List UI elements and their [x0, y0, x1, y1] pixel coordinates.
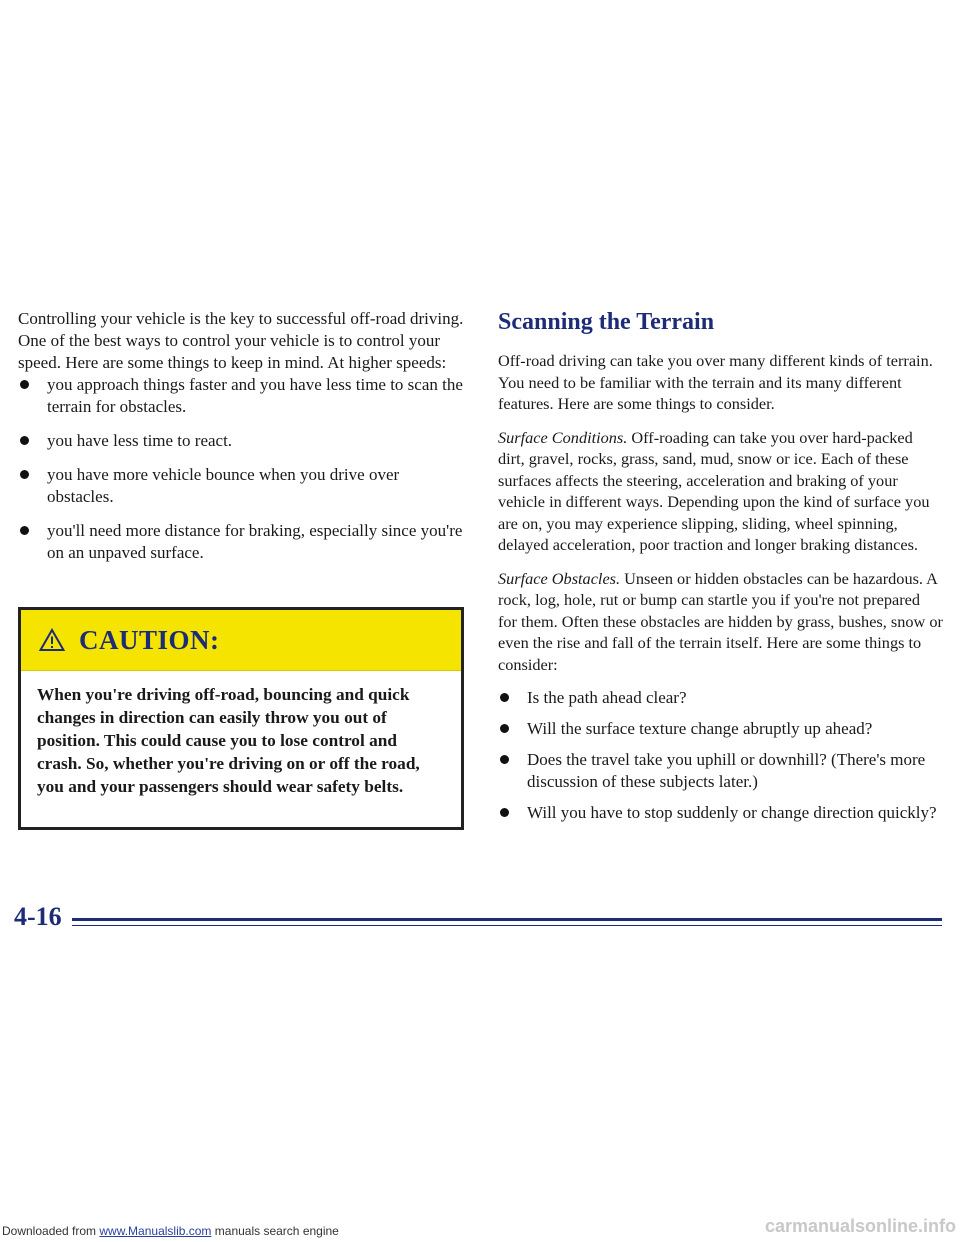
- list-item: Is the path ahead clear?: [498, 687, 943, 709]
- surface-obstacles-paragraph: Surface Obstacles. Unseen or hidden obstacles can be hazardous. A rock, log, hole, rut or bump can startle you if you're not prepared for them. Often these obstacles are hidden by grass, bushes, snow or even the rise and fall of the terrain itself. Here are some things to consider:: [498, 568, 943, 674]
- section-title: Scanning the Terrain: [498, 309, 715, 335]
- left-column: [18, 308, 468, 576]
- warning-triangle-icon: [39, 628, 65, 652]
- bullet-icon: [500, 808, 509, 817]
- surface-conditions-paragraph: Surface Conditions. Off-roading can take you over hard-packed dirt, gravel, rocks, grass, sand, mud, snow or ice. Each of these surfaces affects the steering, acceleration and braking of your vehicle in different ways. Depending upon the kind of surface you are on, you may experience slipping, sliding, wheel spinning, delayed acceleration, poor traction and longer braking distances.: [498, 427, 930, 554]
- bullet-icon: [20, 526, 29, 535]
- terrain-question-list: [498, 687, 943, 824]
- list-item: Does the travel take you uphill or downhill? (There's more discussion of these subjects later.): [498, 749, 943, 793]
- bullet-icon: [500, 755, 509, 764]
- caution-header: [21, 610, 461, 671]
- manualslib-link[interactable]: www.Manualslib.com: [99, 1224, 212, 1238]
- bullet-icon: [500, 693, 509, 702]
- bullet-icon: [500, 724, 509, 733]
- surface-conditions-label: Surface Conditions.: [498, 427, 628, 447]
- site-watermark: carmanualsonline.info: [764, 1216, 956, 1236]
- terrain-intro-paragraph: Off-road driving can take you over many different kinds of terrain. You need to be familiar with the terrain and its many different features. Here are some things to consider.: [498, 351, 933, 413]
- list-item: you have more vehicle bounce when you drive over obstacles.: [18, 464, 468, 508]
- speed-bullet-list: [18, 374, 468, 564]
- bullet-icon: [20, 380, 29, 389]
- surface-obstacles-label: Surface Obstacles.: [498, 568, 621, 588]
- page-footer: [0, 892, 960, 942]
- list-item: you'll need more distance for braking, especially since you're on an unpaved surface.: [18, 520, 468, 564]
- footer-rule: [72, 918, 942, 921]
- bullet-icon: [20, 436, 29, 445]
- download-watermark: Downloaded from www.Manualslib.com manuals search engine: [2, 1224, 339, 1238]
- intro-paragraph: Controlling your vehicle is the key to successful off-road driving. One of the best ways to control your vehicle is to control your speed. Here are some things to keep in mind. At higher speeds:: [18, 309, 464, 372]
- caution-box: [18, 607, 464, 830]
- list-item: you approach things faster and you have less time to scan the terrain for obstacles.: [18, 374, 468, 418]
- caution-title: CAUTION:: [79, 624, 220, 655]
- bullet-icon: [20, 470, 29, 479]
- footer-rule-thin: [72, 925, 942, 926]
- right-column: [498, 308, 943, 833]
- list-item: Will you have to stop suddenly or change direction quickly?: [498, 802, 943, 824]
- page-number: 4-16: [14, 902, 62, 931]
- list-item: Will the surface texture change abruptly up ahead?: [498, 718, 943, 740]
- caution-text: When you're driving off-road, bouncing and quick changes in direction can easily throw you out of position. This could cause you to lose control and crash. So, whether you're driving on or off the road, you and your passengers should wear safety belts.: [37, 685, 420, 796]
- list-item: you have less time to react.: [18, 430, 468, 452]
